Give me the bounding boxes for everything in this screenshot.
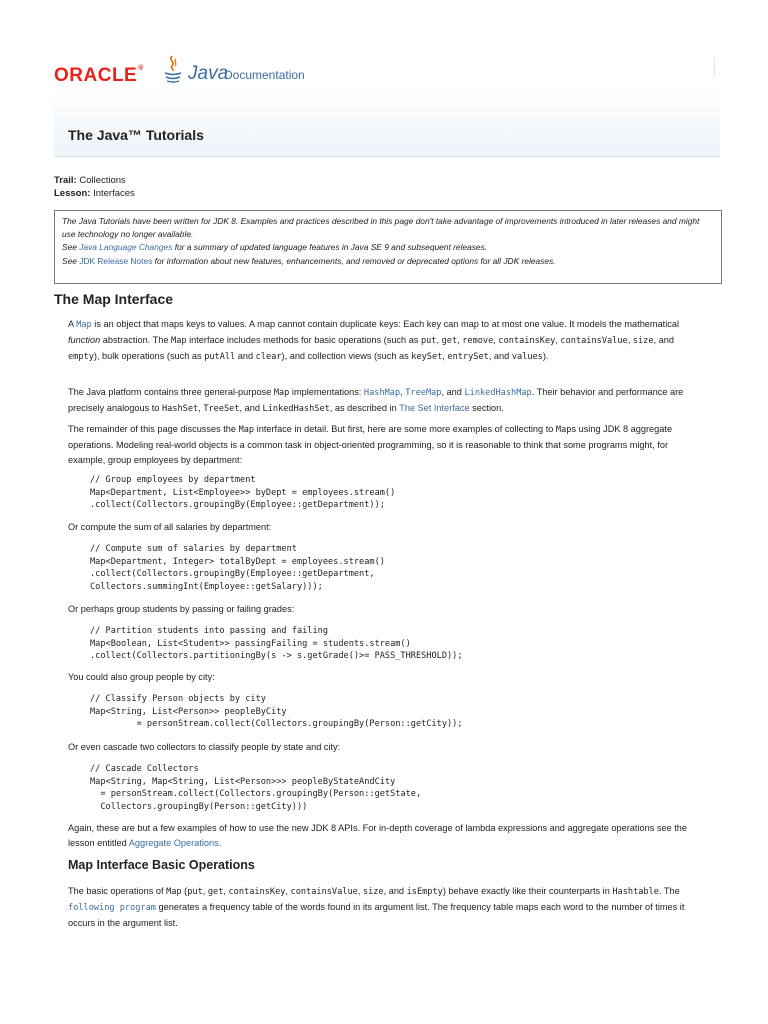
version-notice [54, 210, 722, 284]
aggregate-paragraph: Again, these are but a few examples of how to use the new JDK 8 APIs. For in-depth coverage of lambda expressions and aggregate operations see the lesson entitled Aggregate Operations. [68, 823, 687, 848]
page-title: The Java™ Tutorials [68, 127, 204, 143]
code-group-by-city: // Classify Person objects by city Map<String, List<Person>> peopleByCity = personStream.collect(Collectors.groupingBy(Person::getCity)); [90, 694, 463, 730]
remainder-paragraph: The remainder of this page discusses the Map interface in detail. But first, here are some more examples of collecting to Maps using JDK 8 aggregate operations. Modeling real-world objects is a common task in object-oriented programming, so it is reasonable to think that some programs might, for example, group employees by department: [68, 424, 673, 465]
lesson-value[interactable]: Interfaces [93, 188, 135, 199]
oracle-logo[interactable]: ORACLE® [54, 65, 144, 86]
aggregate-operations-link[interactable]: Aggregate Operations [128, 838, 219, 848]
set-interface-link[interactable]: The Set Interface [399, 403, 470, 413]
jdk-release-notes-link[interactable]: JDK Release Notes [79, 255, 153, 266]
following-program-link[interactable]: following program [68, 903, 156, 913]
section-title: The Map Interface [54, 291, 174, 307]
linkedhashmap-link[interactable]: LinkedHashMap [464, 388, 532, 398]
page-header [54, 52, 720, 157]
java-language-changes-link[interactable]: Java Language Changes [79, 242, 173, 253]
code-group-by-department: // Group employees by department Map<Department, List<Employee>> byDept = employees.stream() .collect(Collectors.groupingBy(Employee::getDepartment)); [90, 475, 396, 511]
map-link[interactable]: Map [76, 320, 92, 330]
cascade-intro-paragraph: Or even cascade two collectors to classify people by state and city: [68, 742, 341, 752]
map-intro-paragraph: A Map is an object that maps keys to values. A map cannot contain duplicate keys: Each key can map to at most one value. It models the mathematical function abstraction. The Map interface includes methods for basic operations (such as put, get, remove, containsKey, containsValue, size, and empty), bulk operations (such as putAll and clear), and collection views (such as keySet, entrySet, and values). [68, 319, 680, 362]
trail-value[interactable]: Collections [79, 175, 126, 186]
city-intro-paragraph: You could also group people by city: [68, 672, 215, 682]
hashmap-link[interactable]: HashMap [363, 388, 401, 398]
implementations-paragraph: The Java platform contains three general-purpose Map implementations: HashMap, TreeMap, and LinkedHashMap. Their behavior and performance are precisely analogous to HashSet, TreeSet, and LinkedHashSet, as described in The Set Interface section. [68, 387, 684, 414]
notice-line2: See Java Language Changes for a summary of updated language features in Java SE 9 and subsequent releases. [62, 242, 488, 253]
java-wordmark[interactable]: Java [188, 63, 229, 84]
notice-line3: See JDK Release Notes for information about new features, enhancements, and removed or deprecated options for all JDK releases. [62, 255, 556, 266]
code-sum-salaries: // Compute sum of salaries by department Map<Department, Integer> totalByDept = employees.stream() .collect(Collectors.groupingBy(Employee::getDepartment, Collectors.summingInt(Employee::getSalary))); [90, 544, 385, 592]
breadcrumb [54, 174, 135, 200]
code-partition-students: // Partition students into passing and failing Map<Boolean, List<Student>> passingFailing = students.stream() .collect(Collectors.partitioningBy(s -> s.getGrade()>= PASS_THRESHOLD)); [90, 626, 463, 662]
students-intro-paragraph: Or perhaps group students by passing or failing grades: [68, 604, 295, 614]
subsection-title: Map Interface Basic Operations [68, 858, 255, 872]
java-cup-icon [162, 54, 184, 84]
notice-line1: The Java Tutorials have been written for JDK 8. Examples and practices described in this page don't take advantage of improvements introduced in later releases and might use technology no longer available. [62, 216, 700, 240]
salary-intro-paragraph: Or compute the sum of all salaries by department: [68, 522, 272, 532]
oracle-logo-text: ORACLE [54, 65, 138, 86]
lesson-label: Lesson: [54, 188, 91, 199]
header-divider [714, 58, 715, 76]
treemap-link[interactable]: TreeMap [405, 388, 442, 398]
trail-label: Trail: [54, 175, 77, 186]
code-cascade-collectors: // Cascade Collectors Map<String, Map<String, List<Person>>> peopleByStateAndCity = personStream.collect(Collectors.groupingBy(Person::getState, Collectors.groupingBy(Person::getCity))) [90, 764, 422, 812]
documentation-label[interactable]: Documentation [224, 68, 305, 82]
basic-operations-paragraph: The basic operations of Map (put, get, containsKey, containsValue, size, and isEmpty) behave exactly like their counterparts in Hashtable. The following program generates a frequency table of the words found in its argument list. The frequency table maps each word to the number of times it occurs in the argument list. [68, 886, 685, 928]
